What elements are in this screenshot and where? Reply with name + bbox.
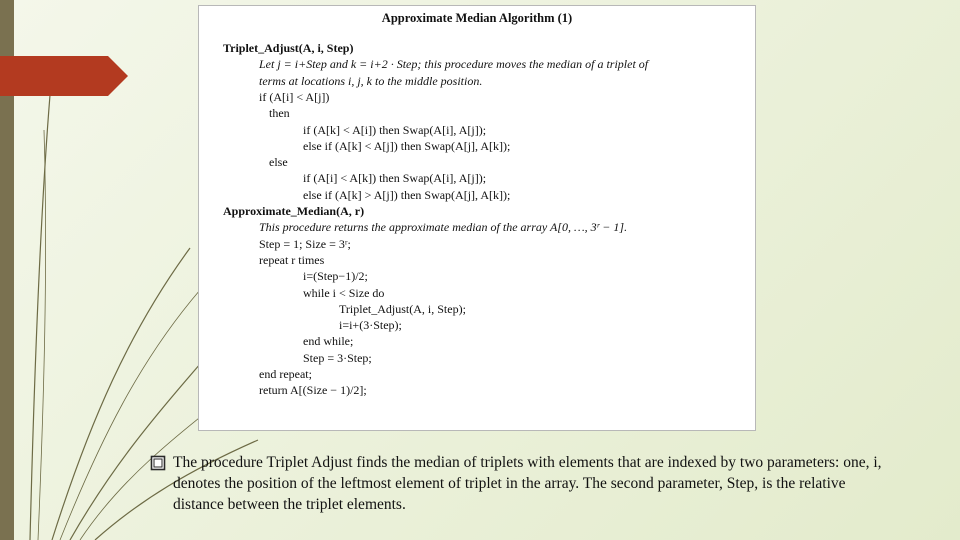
algorithm-line: if (A[i] < A[j]): [259, 89, 330, 104]
algorithm-line: if (A[i] < A[k]) then Swap(A[i], A[j]);: [303, 171, 487, 186]
figure-title: Approximate Median Algorithm (1): [381, 11, 573, 25]
algorithm-line: Approximate_Median(A, r): [223, 204, 365, 218]
algorithm-line: i=(Step−1)/2;: [303, 269, 368, 284]
algorithm-line: Triplet_Adjust(A, i, Step): [223, 41, 354, 55]
algorithm-line: repeat r times: [259, 252, 325, 267]
algorithm-line: i=i+(3·Step);: [339, 318, 402, 333]
algorithm-line: while i < Size do: [303, 285, 385, 300]
bullet-text: The procedure Triplet Adjust finds the median of triplets with elements that are indexed by two parameters: one, i, denotes the position of the leftmost element of triplet in the array. The second parameter, Step, is the relative distance between the triplet elements.: [173, 454, 882, 513]
algorithm-figure: [198, 5, 756, 431]
algorithm-line: return A[(Size − 1)/2];: [259, 383, 367, 398]
algorithm-line: This procedure returns the approximate median of the array A[0, …, 3ʳ − 1].: [259, 220, 628, 235]
algorithm-line: Triplet_Adjust(A, i, Step);: [339, 301, 466, 316]
algorithm-line: Let j = i+Step and k = i+2 · Step; this procedure moves the median of a triplet of: [259, 57, 649, 72]
algorithm-line: Step = 1; Size = 3ʳ;: [259, 236, 351, 251]
algorithm-line: if (A[k] < A[i]) then Swap(A[i], A[j]);: [303, 122, 487, 137]
algorithm-line: end while;: [303, 334, 354, 349]
algorithm-line: terms at locations i, j, k to the middle position.: [259, 73, 483, 88]
algorithm-line: else if (A[k] > A[j]) then Swap(A[j], A[k]);: [303, 187, 511, 202]
algorithm-line: then: [269, 106, 290, 121]
algorithm-line: end repeat;: [259, 367, 312, 381]
checkbox-bullet-icon: [150, 455, 166, 471]
algorithm-line: Step = 3·Step;: [303, 350, 372, 365]
red-arrow-shape: [0, 56, 128, 96]
algorithm-line: else: [269, 155, 288, 170]
algorithm-line: else if (A[k] < A[j]) then Swap(A[j], A[k]);: [303, 138, 511, 153]
